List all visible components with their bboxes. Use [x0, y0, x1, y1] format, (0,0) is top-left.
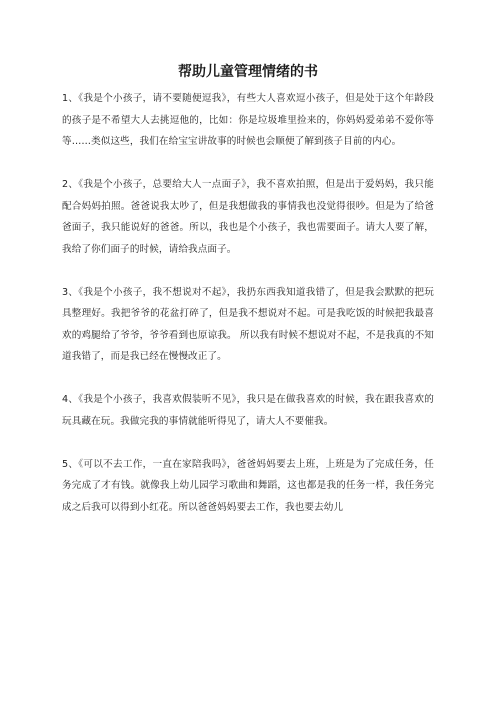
paragraph-5: 5、《可以不去工作，一直在家陪我吗》，爸爸妈妈要去上班，上班是为了完成任务，任务完成了才有钱。就像我上幼儿园学习歌曲和舞蹈，这也都是我的任务一样，我任务完成之后我可以得到小红花。所以爸爸妈妈要去工作，我也要去幼儿 [62, 458, 434, 513]
paragraph-1: 1、《我是个小孩子，请不要随便逗我》，有些大人喜欢逗小孩子，但是处于这个年龄段的孩子是不希望大人去挑逗他的，比如：你是垃圾堆里捡来的，你妈妈爱弟弟不爱你等等……类似这些，我们在给宝宝讲故事的时候也会顺便了解到孩子目前的内心。 [62, 93, 434, 147]
document-title: 帮助儿童管理情绪的书 [178, 64, 318, 80]
paragraph-4: 4、《我是个小孩子，我喜欢假装听不见》，我只是在做我喜欢的时候，我在跟我喜欢的玩具藏在玩。我做完我的事情就能听得见了，请大人不要催我。 [62, 394, 434, 427]
paragraph-2: 2、《我是个小孩子，总要给大人一点面子》，我不喜欢拍照，但是出于爱妈妈，我只能配合妈妈拍照。爸爸说我太吵了，但是我想做我的事情我也没觉得很吵。但是为了给爸爸面子，我只能说好的爸爸。所以，我也是个小孩子，我也需要面子。请大人要了解，我给了你们面子的时候，请给我点面子。 [62, 179, 434, 255]
paragraph-3: 3、《我是个小孩子，我不想说对不起》，我扔东西我知道我错了，但是我会默默的把玩具整理好。我把爷爷的花盆打碎了，但是我不想说对不起。可是我吃饭的时候把我最喜欢的鸡腿给了爷爷，爷爷看到也原谅我。 所以我有时候不想说对不起，不是我真的不知道我错了，而是我已经在慢慢改正了。 [62, 286, 434, 362]
